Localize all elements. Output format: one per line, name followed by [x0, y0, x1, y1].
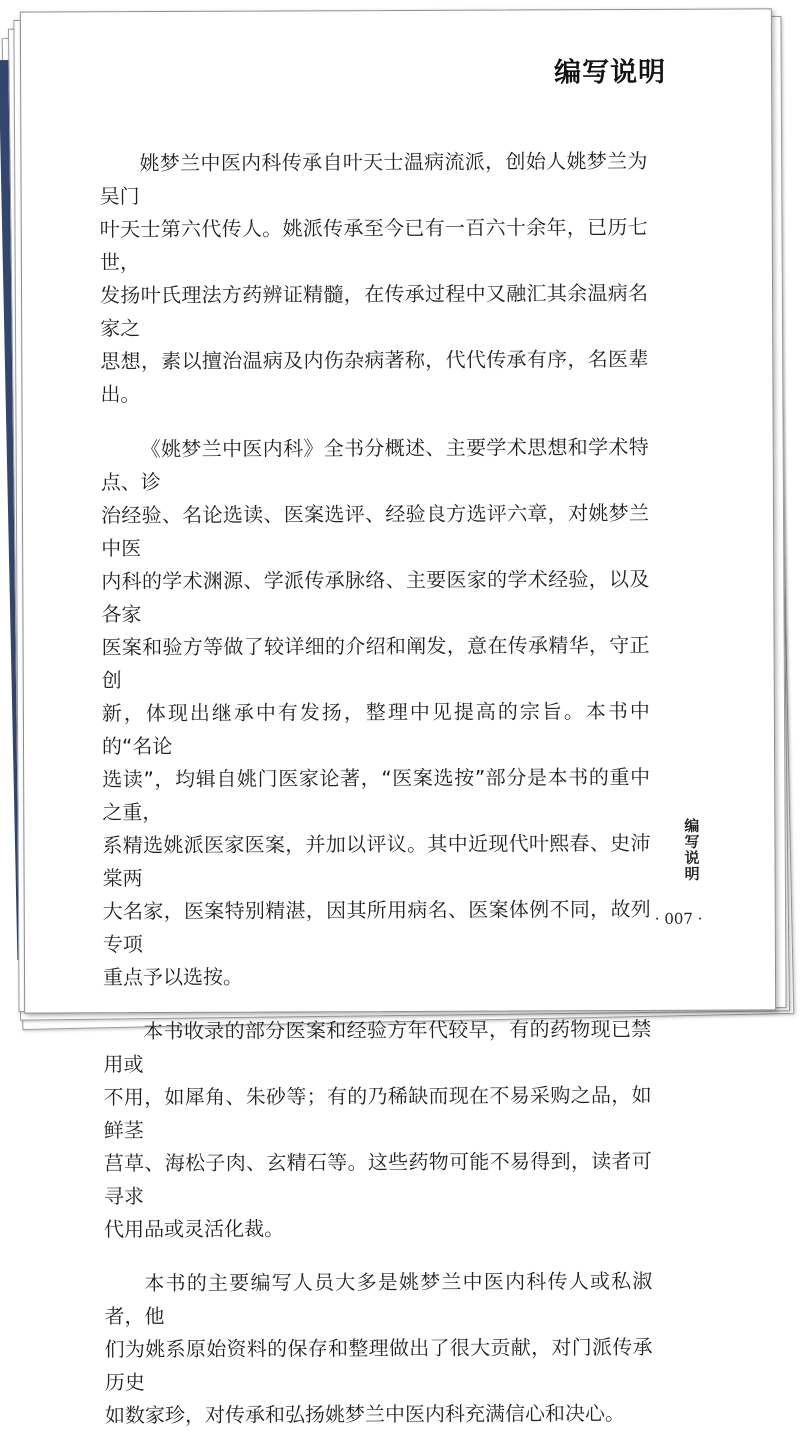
- paragraph-book-structure: 《姚梦兰中医内科》全书分概述、主要学术思想和学术特点、诊 治经验、名论选读、医案选评、经验良方选评六章，对姚梦兰中医 内科的学术渊源、学派传承脉络、主要医家的学术经验，以及各家 医案和验方等做了较详细的介绍和阐发，意在传承精华，守正创 新，体现出继承中有发扬，整理中见提高的宗旨。本书中的“名论 选读”，均辑自姚门医家论著，“医案选按”部分是本书的重中之重， 系精选姚派医家医案，并加以评议。其中近现代叶熙春、史沛棠两 大名家，医案特别精湛，因其所用病名、医案体例不同，故列专项 重点予以选按。: [100, 434, 651, 990]
- page-number: · 007 ·: [654, 909, 703, 928]
- document-page: [20, 8, 776, 1428]
- paragraph-authors: 本书的主要编写人员大多是姚梦兰中医内科传人或私淑者，他 们为姚系原始资料的保存和整理做出了很大贡献，对门派传承历史 如数家珍，对传承和弘扬姚梦兰中医内科充满信心和决心。: [104, 1268, 653, 1428]
- page-title: 编写说明: [554, 56, 667, 89]
- body-text: [99, 145, 653, 1454]
- paragraph-medicine-note: 本书收录的部分医案和经验方年代较早，有的药物现已禁用或 不用，如犀角、朱砂等；有的乃稀缺而现在不易采购之品，如鲜茎 莒草、海松子肉、玄精石等。这些药物可能不易得到，读者可寻求 代用品或灵活化裁。: [103, 1016, 652, 1242]
- side-running-header: 编写说明: [682, 817, 701, 882]
- paragraph-intro: 姚梦兰中医内科传承自叶天士温病流派，创始人姚梦兰为吴门 叶天士第六代传人。姚派传承至今已有一百六十余年，已历七世， 发扬叶氏理法方药辨证精髓，在传承过程中又融汇其余温病名家之 思想，素以擅治温病及内伤杂病著称，代代传承有序，名医辈出。: [99, 148, 649, 407]
